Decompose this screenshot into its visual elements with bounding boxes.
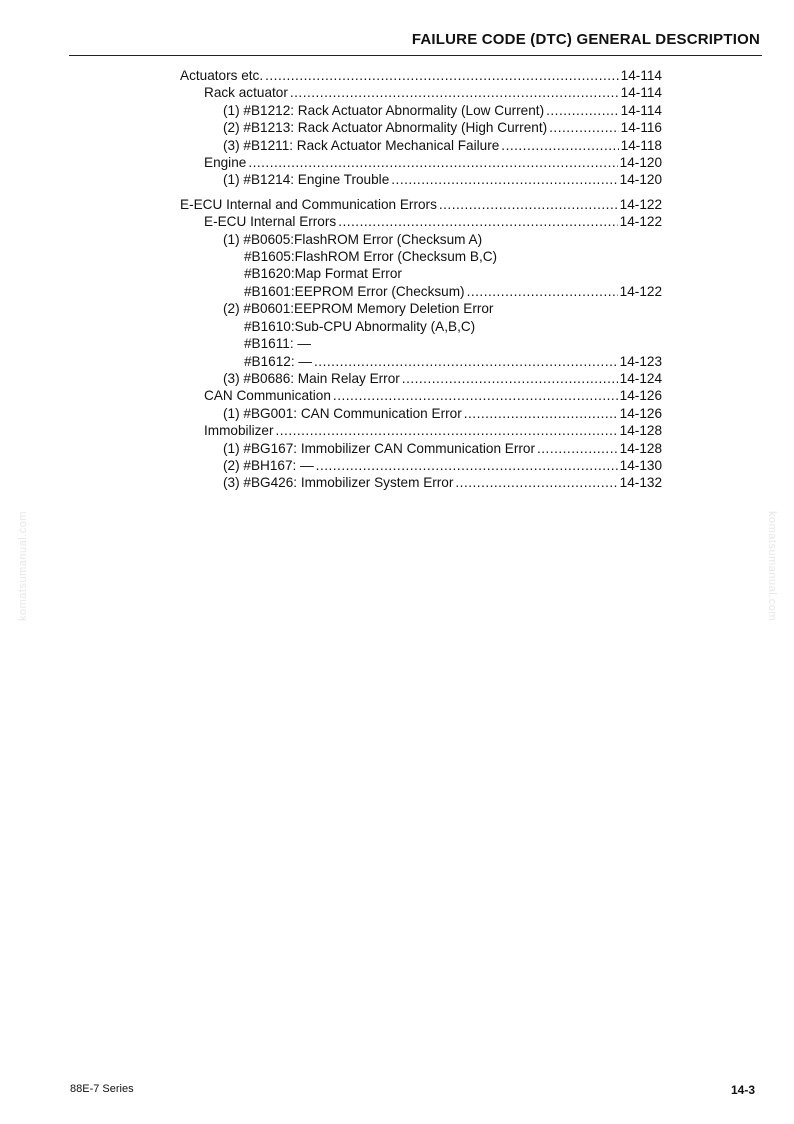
toc-dot-leader [316,457,618,474]
page-title: FAILURE CODE (DTC) GENERAL DESCRIPTION [411,31,760,48]
toc-entry-page: 14-122 [619,283,662,299]
toc-entry [180,405,662,422]
toc-entry-page: 14-120 [619,172,662,188]
toc-dot-leader [501,137,618,154]
toc-entry-page: 14-126 [619,388,662,404]
toc-entry [180,353,662,370]
toc-entry-title: CAN Communication [204,388,331,404]
toc-entry [180,171,662,188]
toc-entry-page: 14-116 [620,120,662,136]
toc-entry-page: 14-128 [619,440,662,456]
toc-entry-page: 14-114 [620,68,662,83]
toc-entry [180,474,662,491]
toc-entry-title: #B1611: — [244,336,312,352]
toc-entry [180,440,662,457]
toc-entry-title: (1) #BG167: Immobilizer CAN Communication Error [223,440,535,456]
toc-entry [180,84,662,101]
toc-entry [180,248,662,265]
toc-entry-title: E-ECU Internal and Communication Errors [180,196,437,212]
toc-entry-title: (2) #B0601:EEPROM Memory Deletion Error [223,301,494,317]
toc-entry-title: (1) #BG001: CAN Communication Error [223,405,462,421]
toc-entry-page: 14-120 [619,155,662,171]
toc-entry [180,67,662,84]
toc-dot-leader [338,213,617,230]
toc-entry-title: (2) #B1213: Rack Actuator Abnormality (High Current) [223,120,548,136]
toc-entry-page: 14-114 [620,85,662,101]
toc-dot-leader [537,440,618,457]
toc-entry [180,422,662,439]
toc-entry-title: Actuators etc. [180,68,264,83]
toc-entry [180,318,662,335]
watermark-right: komatsumanual.com [766,511,778,621]
toc-entry-page: 14-123 [619,353,662,369]
toc-dot-leader [439,196,618,213]
toc-entry-page: 14-130 [619,457,662,473]
footer-page-number: 14-3 [730,1083,755,1097]
toc-dot-leader [276,422,618,439]
toc-dot-leader [290,84,619,101]
toc-entry [180,335,662,352]
toc-entry [180,119,662,136]
watermark-left: komatsumanual.com [17,511,29,621]
toc-dot-leader [455,474,617,491]
toc-entry [180,265,662,282]
toc-entry-title: Immobilizer [204,423,274,439]
toc-entry [180,283,662,300]
toc-dot-leader [333,387,618,404]
toc-entry-title: (1) #B1214: Engine Trouble [223,172,390,188]
toc-entry-title: (3) #B1211: Rack Actuator Mechanical Failure [223,137,500,153]
toc-entry-title: (1) #B0605:FlashROM Error (Checksum A) [223,231,483,247]
toc-entry [180,387,662,404]
toc-dot-leader [464,405,618,422]
toc-dot-leader [265,67,619,84]
header-divider [69,55,762,56]
toc-dot-leader [546,102,619,119]
toc-entry-title: Engine [204,155,247,171]
toc-entry-title: #B1612: — [244,353,313,369]
toc-entry [180,137,662,154]
toc-entry-page: 14-114 [620,102,662,118]
toc-entry-title: (2) #BH167: — [223,457,314,473]
toc-entry-title: #B1601:EEPROM Error (Checksum) [244,283,465,299]
toc-entry-title: Rack actuator [204,85,288,101]
toc-entry-page: 14-128 [619,423,662,439]
toc-dot-leader [549,119,619,136]
toc-entry [180,300,662,317]
toc-entry-title: (3) #BG426: Immobilizer System Error [223,475,454,491]
toc-entry [180,154,662,171]
toc-dot-leader [391,171,617,188]
table-of-contents [180,67,662,492]
toc-dot-leader [402,370,618,387]
toc-entry-page: 14-126 [619,405,662,421]
toc-entry [180,231,662,248]
toc-entry [180,457,662,474]
toc-entry-title: (3) #B0686: Main Relay Error [223,370,400,386]
toc-entry [180,196,662,213]
toc-entry-title: #B1610:Sub-CPU Abnormality (A,B,C) [244,318,476,334]
toc-dot-leader [314,353,618,370]
toc-entry-page: 14-122 [619,196,662,212]
footer-series: 88E-7 Series [70,1083,134,1095]
toc-entry-page: 14-122 [619,214,662,230]
toc-entry [180,213,662,230]
toc-entry [180,102,662,119]
toc-entry-page: 14-132 [619,475,662,491]
toc-dot-leader [467,283,618,300]
toc-dot-leader [248,154,617,171]
toc-entry-page: 14-118 [620,137,662,153]
toc-entry-title: (1) #B1212: Rack Actuator Abnormality (Low Current) [223,102,545,118]
toc-entry-title: #B1620:Map Format Error [244,266,402,282]
toc-entry-title: E-ECU Internal Errors [204,214,337,230]
toc-entry-title: #B1605:FlashROM Error (Checksum B,C) [244,249,498,265]
toc-entry-page: 14-124 [619,370,662,386]
toc-entry [180,370,662,387]
